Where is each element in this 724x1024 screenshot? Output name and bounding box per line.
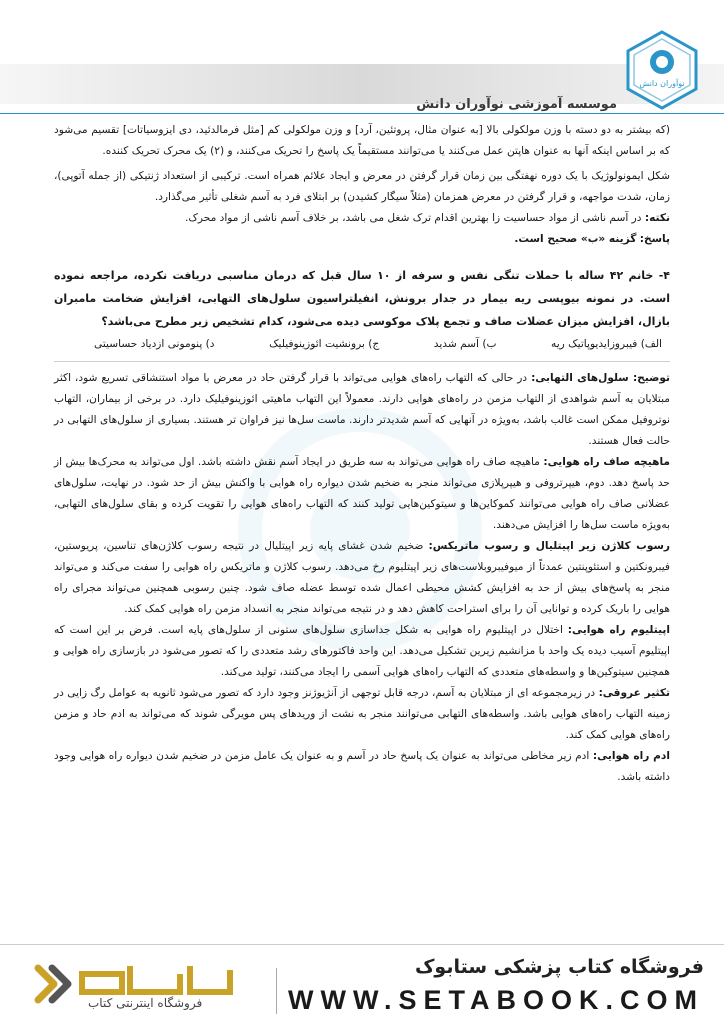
smooth-label: ماهیچه صاف راه هوایی: (543, 456, 670, 468)
page-content (54, 120, 670, 788)
institute-logo-icon (620, 28, 704, 112)
collagen-label: رسوب کلاژن زیر اپیتلیال و رسوب ماتریکس: (428, 540, 670, 552)
footer-line (0, 944, 724, 945)
header-accent-line (0, 113, 724, 114)
explanation-collagen (54, 536, 670, 620)
vessel-text: در زیرمجموعه ای از مبتلایان به آسم، درجه قابل توجهی از آنژیوژنز وجود دارد که تصور می‌شود ثانویه به عوامل رگ زایی در زمینه التهاب راه‌های هوایی باشد. واسطه‌های التهابی می‌توانند منجر به نشت از وریدهای پس مویرگی شوند که می‌تواند به ادم حاد و مزمن راه‌های هوایی کمک کند. (54, 687, 670, 741)
footer-divider (276, 968, 277, 1014)
note (54, 208, 670, 229)
explanation-smooth-muscle (54, 452, 670, 536)
answer-text: گزینه «ب» صحیح است. (514, 233, 637, 245)
epith-label: اپیتلیوم راه هوایی: (567, 624, 671, 636)
smooth-text: ماهیچه صاف راه هوایی می‌تواند به سه طریق در ایجاد آسم نقش داشته باشد. اول می‌تواند به محرک‌ها بیش از حد پاسخ دهد. دوم، هیپرتروفی و هیپرپلازی می‌تواند منجر به ضخیم شدن دیواره راه هوایی با واکنش بیش از حد شود. در نهایت، سلول‌های عضلانی صاف راه هوایی می‌توانند کموکاین‌ها و سیتوکین‌هایی تولید کنند که التهاب راه‌های هوایی را تقویت کرده و بقای سلول‌های التهابی، به‌ویژه ماست سل‌ها را افزایش می‌دهند. (54, 456, 670, 531)
note-label: نکته: (644, 212, 670, 224)
question-4: ۴- خانم ۴۲ ساله با حملات تنگی نفس و سرفه از ۱۰ سال قبل که درمان مناسبی دریافت نکرده، مراجعه نموده است. در نمونه بیوپسی ریه بیمار در جدار برونش، انفیلتراسیون سلول‌های التهابی، افزایش ضخامت مامبران بازال، افزایش میزان عضلات صاف و تجمع پلاک موکوسی دیده می‌شود، کدام تشخیص زیر مطرح می‌باشد؟ (54, 269, 670, 328)
option-b: ب) آسم شدید (433, 338, 497, 350)
logo-text: نوآوران دانش (639, 79, 685, 88)
epith-text: اختلال در اپیتلیوم راه هوایی به شکل جداسازی سلول‌های ستونی از سلول‌های پایه است. فرض بر این است که اپیتلیوم آسیب دیده یک واحد با مزانشیم زیرین تشکیل می‌دهد. این واحد فاکتورهای رشد متعددی را که تصور می‌شود در بازسازی راه هوایی و همچنین سیتوکین‌ها و واسطه‌های متعددی که التهاب راه‌های هوایی آسمی را ایجاد می‌کنند، تولید می‌کند. (54, 624, 670, 678)
explanation-epithelium (54, 620, 670, 683)
footer-store-name: فروشگاه کتاب پزشکی ستابوک (414, 956, 704, 978)
option-c: ج) برونشیت ائوزینوفیلیک (269, 338, 380, 350)
vessel-label: تکثیر عروقی: (598, 687, 671, 699)
paragraph-intro: (که بیشتر به دو دسته با وزن مولکولی بالا [به عنوان مثال، پروتئین، آرد] و وزن مولکولی کم [مثل فرمالدئید، دی ایزوسیاتات] تقسیم می‌شود که بر اساس اینکه آنها به عنوان هاپتن عمل می‌کنند یا می‌توانند مستقیماً یک پاسخ را تحریک می‌کنند، و (۲) یک محرک تحریک کننده. (54, 124, 670, 157)
paragraph-immunologic: شکل ایمونولوژیک با یک دوره نهفتگی بین زمان قرار گرفتن در معرض و ایجاد علائم همراه است. ترکیبی از استعداد ژنتیکی (از جمله آتوپی)، زمان، شدت مواجهه، و قرار گرفتن در معرض همزمان (مثلاً سیگار کشیدن) بر ابتلای فرد به آسم شغلی تأثیر می‌گذارد. (54, 170, 670, 203)
option-d: د) پنومونی ازدیاد حساسیتی (94, 338, 215, 350)
option-a: الف) فیبروزایدیوپاتیک ریه (551, 338, 662, 350)
options-row (54, 333, 670, 355)
explanation-vascular (54, 683, 670, 746)
answer-label: پاسخ: (639, 233, 670, 245)
footer-url[interactable]: WWW.SETABOOK.COM (288, 985, 704, 1015)
answer (54, 229, 670, 250)
expl-label: توضیح: سلول‌های التهابی: (531, 372, 671, 384)
section-divider (54, 361, 670, 362)
expl-text: در حالی که التهاب راه‌های هوایی می‌تواند با قرار گرفتن حاد در معرض با مواد استنشاقی تسریع شود، اکثر مبتلایان به آسم شواهدی از التهاب مزمن در راه‌های هوایی دارند. معمولاً این التهاب ماهیتی ائوزینوفیلیک دارد. در برخی از بیماران، التهاب نوتروفیل ممکن است غالب باشد، به‌ویژه در آنهایی که آسم شدیدتر دارند. ماست سل‌ها نیز فراوان تر هستند. بسیاری از سلول‌های التهابی در حالت فعال هستند. (54, 372, 670, 447)
collagen-text: ضخیم شدن غشای پایه زیر اپیتلیال در نتیجه رسوب کلاژن‌های تناسین، پریوستین، فیبرونکتین و استئوپنتین عمدتاً از میوفیبروبلاست‌های زیر اپیتلیوم رخ می‌دهد. رسوب کلاژن و ماتریکس راه هوایی را سفت می‌کند و می‌تواند منجر به پاسخ‌های بیش از حد به افزایش کشش محیطی اعمال شده توسط عضله صاف شود. چنین رسوبی همچنین می‌تواند مجرای راه هوایی را باریک کرده و توانایی آن را برای استراحت کاهش دهد و در نتیجه می‌تواند منجر به انسداد مزمن راه هوایی کمک کند. (54, 540, 670, 615)
edema-label: ادم راه هوایی: (592, 750, 670, 762)
edema-text: ادم زیر مخاطی می‌تواند به عنوان یک پاسخ حاد در آسم و به عنوان یک عامل مزمن در ضخیم شدن دیواره راه هوایی وجود داشته باشد. (54, 750, 670, 783)
brand-subtitle: فروشگاه اینترنتی کتاب (88, 996, 203, 1010)
explanation-edema (54, 746, 670, 788)
institute-name: موسسه آموزشی نوآوران دانش (416, 97, 617, 112)
explanation-inflammatory (54, 368, 670, 452)
note-text: در آسم ناشی از مواد حساسیت زا بهترین اقدام ترک شغل می باشد، بر خلاف آسم ناشی از مواد محرک. (185, 212, 642, 224)
